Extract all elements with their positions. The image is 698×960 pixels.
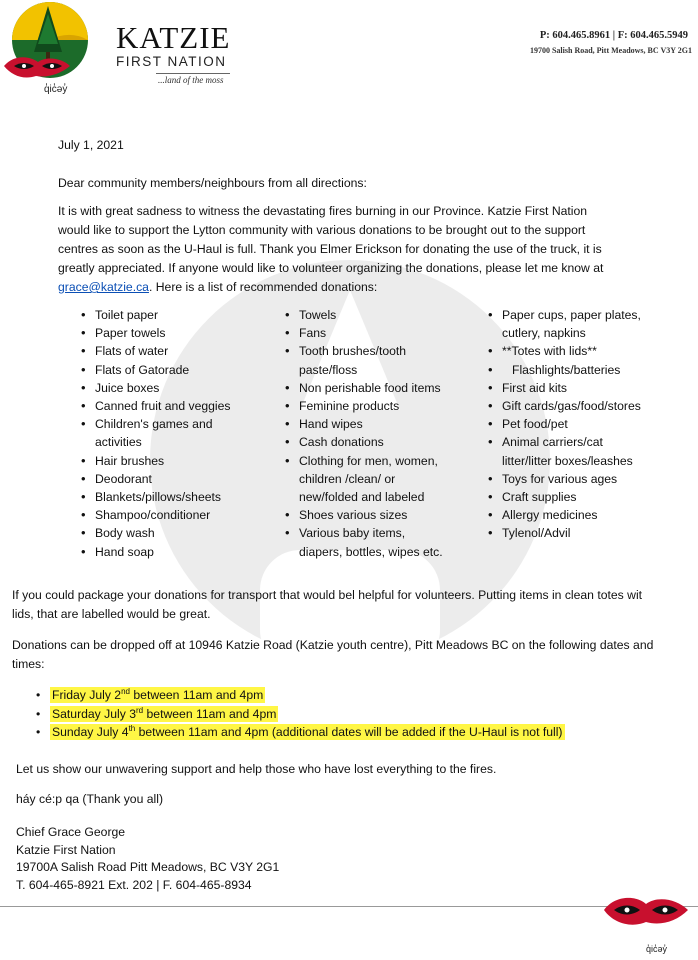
list-item: • Tooth brushes/tooth: [285, 342, 443, 360]
list-item: • **Totes with lids**: [488, 342, 641, 360]
list-item: • Cash donations: [285, 433, 443, 451]
thanks-line: háy cé:p qa (Thank you all): [16, 792, 164, 806]
tagline-rule: [156, 73, 230, 74]
list-item: • Clothing for men, women,: [285, 452, 443, 470]
list-item: • Blankets/pillows/sheets: [81, 488, 231, 506]
list-item-continued: paste/floss: [299, 362, 358, 377]
email-link[interactable]: grace@katzie.ca: [58, 280, 149, 294]
highlighted-date: [50, 706, 278, 722]
intro-line: greatly appreciated. If anyone would like to volunteer organizing the donations, please let me know at: [58, 261, 604, 275]
org-subtitle: FIRST NATION: [116, 54, 227, 69]
list-item: • Toilet paper: [81, 306, 231, 324]
list-item: • Flats of Gatorade: [81, 361, 231, 379]
list-item: • First aid kits: [488, 379, 641, 397]
date-day: Sunday July 4: [52, 725, 129, 739]
date-suffix: th: [128, 723, 136, 733]
signature-line: T. 604-465-8921 Ext. 202 | F. 604-465-8934: [16, 877, 252, 892]
list-item-continued: diapers, bottles, wipes etc.: [299, 544, 443, 559]
list-item: • Allergy medicines: [488, 506, 641, 524]
list-item: • Feminine products: [285, 397, 443, 415]
signature-block: [16, 824, 279, 894]
list-item-continued: activities: [95, 435, 142, 450]
donation-list-col1: [81, 306, 231, 561]
list-item: • Paper towels: [81, 324, 231, 342]
footer-rule: [0, 906, 698, 907]
package-note-line: If you could package your donations for transport that would bel helpful for volunteers. Putting items in clean totes wit: [12, 588, 643, 602]
list-item: • Hand wipes: [285, 415, 443, 433]
contact-address: 19700 Salish Road, Pitt Meadows, BC V3Y 2G1: [529, 46, 692, 55]
signature-line: Katzie First Nation: [16, 842, 116, 857]
list-item: • Paper cups, paper plates,: [488, 306, 641, 324]
package-note-line: lids, that are labelled would be great.: [12, 607, 211, 621]
list-item: • Towels: [285, 306, 443, 324]
list-item: • Juice boxes: [81, 379, 231, 397]
date-item: [30, 686, 565, 705]
dropoff-line: times:: [12, 657, 45, 671]
package-note: [12, 586, 642, 624]
list-item: • Hand soap: [81, 543, 231, 561]
intro-tail: . Here is a list of recommended donations:: [148, 280, 378, 294]
list-item-continued: cutlery, napkins: [502, 326, 586, 341]
list-item: • Flashlights/batteries: [488, 361, 641, 379]
dropoff-line: Donations can be dropped off at 10946 Katzie Road (Katzie youth centre), Pitt Meadows BC on the following dates and: [12, 638, 654, 652]
date-day: Saturday July 3: [52, 706, 137, 721]
dropoff-dates: [30, 686, 565, 742]
intro-line: would like to support the Lytton community with various donations to be brought out to the support: [58, 223, 586, 237]
org-tagline: ...land of the moss: [158, 75, 224, 85]
list-item: • Canned fruit and veggies: [81, 397, 231, 415]
signature-line: 19700A Salish Road Pitt Meadows, BC V3Y 2G1: [16, 860, 280, 874]
footer-logo-script: q̓ic̓əy̓: [646, 944, 668, 954]
list-item: • Hair brushes: [81, 452, 231, 470]
donation-list-col2: [285, 306, 443, 561]
list-item: • Gift cards/gas/food/stores: [488, 397, 641, 415]
dropoff-info: [12, 636, 653, 674]
org-name: KATZIE: [116, 20, 231, 55]
date-suffix: rd: [136, 705, 144, 715]
list-item: • Pet food/pet: [488, 415, 641, 433]
list-item: • Various baby items,: [285, 524, 443, 542]
list-item-continued: new/folded and labeled: [299, 490, 425, 505]
logo-script-text: q̓ic̓əy̓: [44, 84, 68, 95]
salutation: Dear community members/neighbours from all directions:: [58, 176, 367, 190]
list-item: • Toys for various ages: [488, 470, 641, 488]
list-item: • Children's games and: [81, 415, 231, 433]
letter-date: July 1, 2021: [58, 138, 124, 152]
date-item: [30, 723, 565, 742]
intro-line: It is with great sadness to witness the devastating fires burning in our Province. Katzie First Nation: [58, 204, 588, 218]
donation-list-col3: [488, 306, 641, 543]
date-suffix: nd: [121, 686, 130, 696]
footer-logo: [600, 880, 692, 944]
list-item: • Body wash: [81, 524, 231, 542]
list-item: • Fans: [285, 324, 443, 342]
highlighted-date: [50, 724, 565, 740]
list-item: • Shampoo/conditioner: [81, 506, 231, 524]
list-item: • Animal carriers/cat: [488, 433, 641, 451]
intro-paragraph: [58, 202, 603, 297]
signature-line: Chief Grace George: [16, 825, 126, 839]
list-item: • Craft supplies: [488, 488, 641, 506]
date-rest: between 11am and 4pm: [143, 706, 277, 721]
date-item: [30, 705, 565, 724]
highlighted-date: [50, 687, 265, 703]
intro-line: centres as soon as the U-Haul is full. Thank you Elmer Erickson for donating the use of the truck, it is: [58, 242, 602, 256]
date-rest: between 11am and 4pm (additional dates will be added if the U-Haul is not full): [135, 725, 563, 739]
list-item: • Shoes various sizes: [285, 506, 443, 524]
intro-line: [58, 278, 603, 297]
contact-phone: P: 604.465.8961 | F: 604.465.5949: [539, 30, 688, 41]
list-item-continued: children /clean/ or: [299, 471, 396, 486]
list-item: • Tylenol/Advil: [488, 524, 641, 542]
list-item-continued: litter/litter boxes/leashes: [502, 453, 633, 468]
date-day: Friday July 2: [52, 688, 122, 702]
date-rest: between 11am and 4pm: [130, 688, 264, 702]
support-statement: Let us show our unwavering support and help those who have lost everything to the fires.: [16, 762, 497, 776]
list-item: • Non perishable food items: [285, 379, 443, 397]
list-item: • Deodorant: [81, 470, 231, 488]
list-item: • Flats of water: [81, 342, 231, 360]
